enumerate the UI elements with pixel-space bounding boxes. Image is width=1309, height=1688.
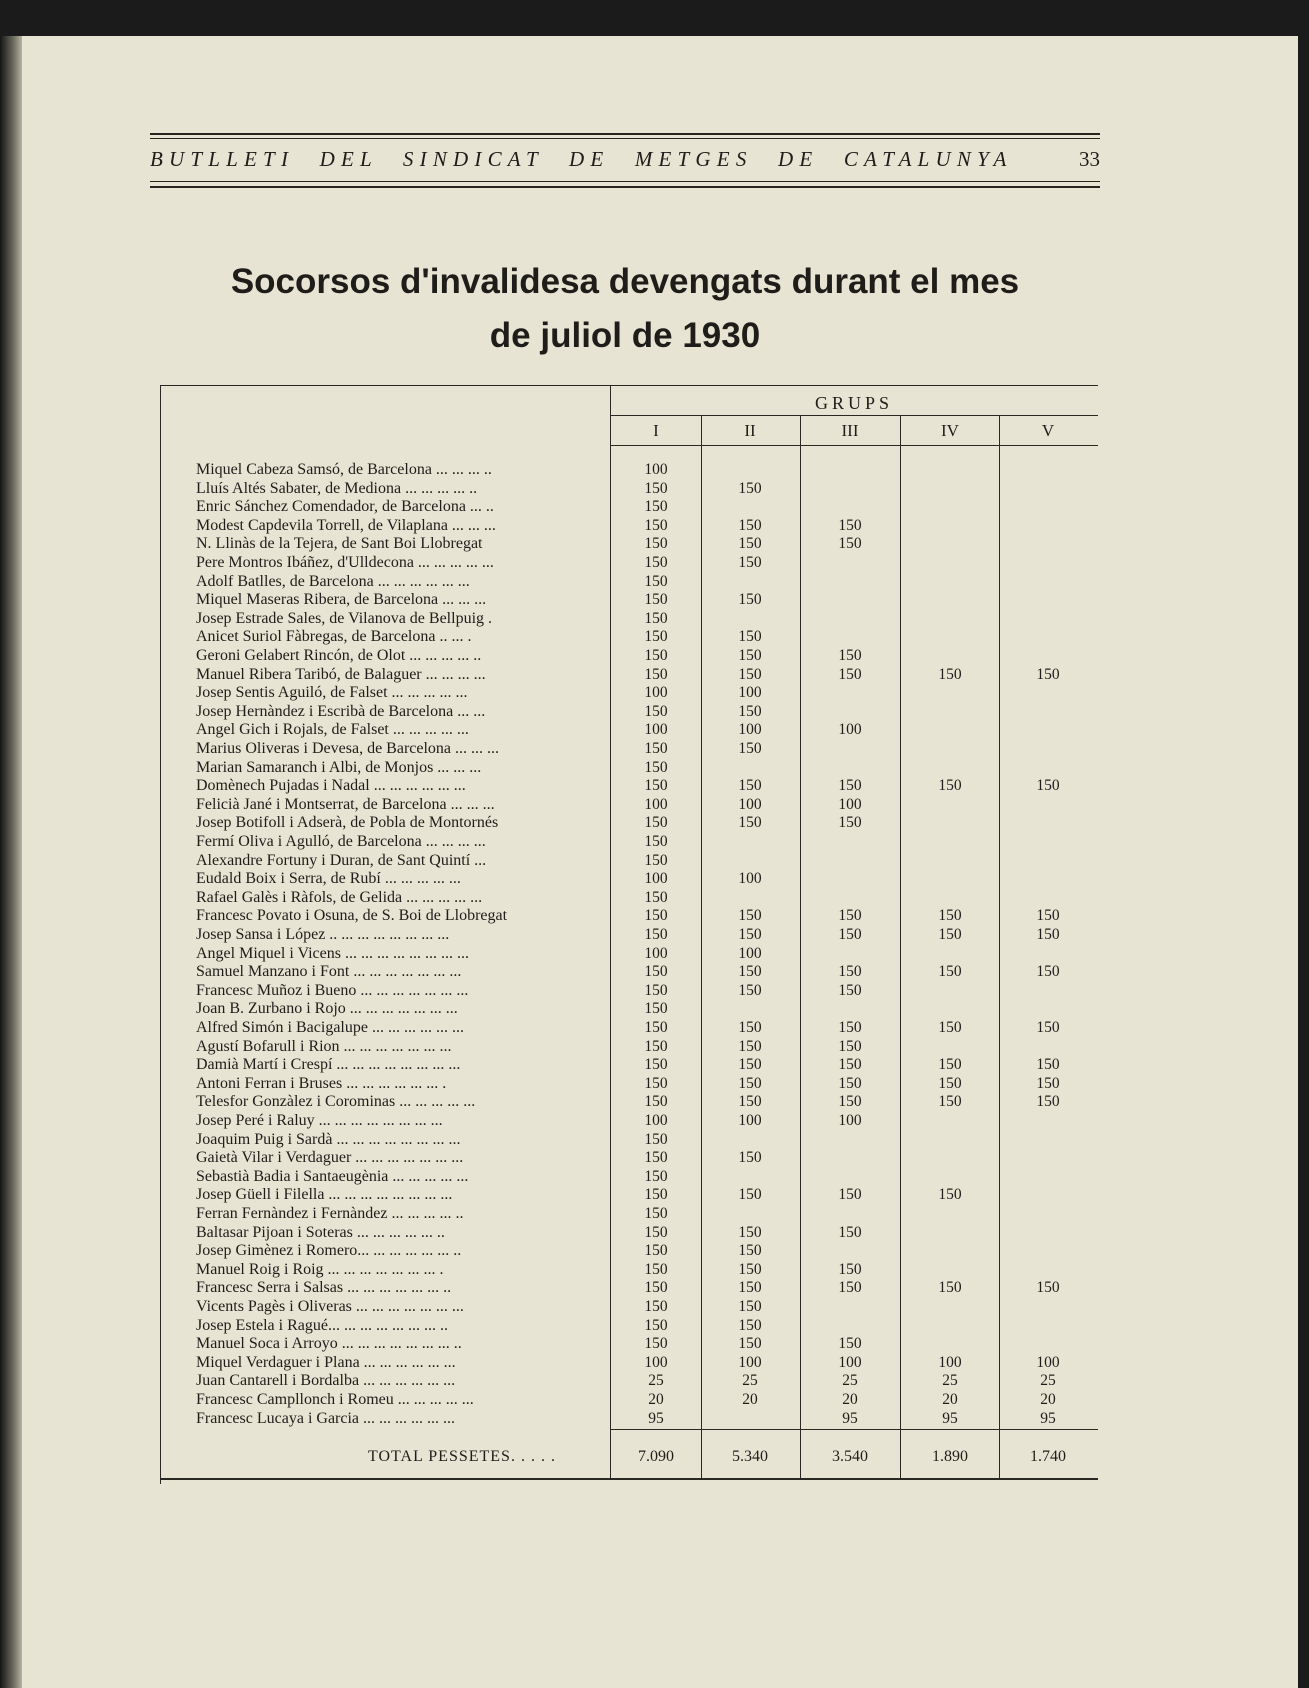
- member-name: Damià Martí i Crespí ... ... ... ... ... ... ... ...: [196, 1056, 461, 1074]
- amount-cell: 150: [738, 554, 762, 571]
- member-name: Miquel Maseras Ribera, de Barcelona ... ... ...: [196, 591, 487, 609]
- member-name: Marius Oliveras i Devesa, de Barcelona ... ... ...: [196, 740, 500, 757]
- amount-cell: 150: [838, 1279, 862, 1297]
- amount-cell: 95: [942, 1409, 958, 1427]
- amount-cell: 100: [738, 944, 762, 962]
- amount-cell: 150: [644, 535, 668, 553]
- amount-cell: 100: [838, 1112, 862, 1129]
- member-name: Miquel Verdaguer i Plana ... ... ... ... ... ...: [196, 1353, 456, 1371]
- amount-cell: 150: [938, 1019, 962, 1036]
- amount-cell: 20: [942, 1391, 958, 1408]
- amount-cell: 150: [838, 814, 862, 832]
- amount-cell: 150: [644, 591, 668, 609]
- amount-cell: 150: [838, 1223, 862, 1241]
- amount-cell: 150: [838, 1335, 862, 1353]
- amount-cell: 100: [738, 870, 762, 888]
- member-name: Domènech Pujadas i Nadal ... ... ... ... ... ...: [196, 777, 466, 795]
- member-name: Eudald Boix i Serra, de Rubí ... ... ... ... ...: [196, 870, 461, 888]
- amount-cell: 25: [648, 1372, 664, 1390]
- amount-cell: 150: [1036, 1019, 1060, 1036]
- amount-cell: 150: [738, 591, 762, 609]
- amount-cell: 100: [644, 684, 668, 702]
- amount-cell: 20: [842, 1391, 858, 1408]
- total-col-V: 1.740: [1030, 1448, 1066, 1465]
- journal-title: BUTLLETI DEL SINDICAT DE METGES DE CATALUNYA: [150, 147, 1013, 171]
- amount-cell: 150: [838, 665, 862, 683]
- member-name: N. Llinàs de la Tejera, de Sant Boi Llobregat: [196, 535, 483, 553]
- table-bottom-rule: [160, 1478, 1098, 1480]
- member-name: Manuel Soca i Arroyo ... ... ... ... ... ... ... ..: [196, 1335, 462, 1353]
- page-title-line1: Socorsos d'invalidesa devengats durant el mes: [230, 262, 1020, 301]
- amount-cell: 150: [838, 1186, 862, 1204]
- amount-cell: 150: [644, 1223, 668, 1241]
- colhdr-rule: [610, 445, 1098, 446]
- amount-cell: 150: [644, 851, 668, 869]
- total-col-IV: 1.890: [932, 1448, 968, 1465]
- amount-cell: 150: [938, 1186, 962, 1204]
- member-name: Marian Samaranch i Albi, de Monjos ... ... ...: [196, 758, 482, 776]
- amount-cell: 150: [938, 907, 962, 925]
- col-header-II: II: [744, 421, 756, 440]
- running-header: [150, 133, 1100, 191]
- amount-cell: 150: [644, 498, 668, 516]
- table-left-rule: [160, 385, 161, 1484]
- amount-cell: 150: [838, 1074, 862, 1092]
- amount-cell: 25: [1040, 1372, 1056, 1390]
- amount-cell: 150: [644, 647, 668, 664]
- col-header-III: III: [841, 421, 859, 440]
- amount-cell: 150: [644, 554, 668, 571]
- amount-cell: 150: [644, 814, 668, 832]
- amount-cell: 150: [644, 1019, 668, 1036]
- member-name: Miquel Cabeza Samsó, de Barcelona ... ... ... ..: [196, 461, 492, 478]
- amount-cell: 100: [838, 1353, 862, 1371]
- amount-cell: 150: [1036, 907, 1060, 925]
- member-name: Agustí Bofarull i Rion ... ... ... ... ... ... ...: [196, 1037, 452, 1055]
- amount-cell: 150: [738, 1037, 762, 1055]
- amount-cell: 150: [738, 814, 762, 832]
- amount-cell: 150: [838, 1019, 862, 1036]
- amount-cell: 150: [838, 1260, 862, 1278]
- amount-cell: 95: [1040, 1409, 1056, 1427]
- amount-cell: 150: [644, 479, 668, 497]
- amount-cell: 95: [648, 1409, 664, 1427]
- amount-cell: 150: [838, 535, 862, 553]
- amount-cell: 150: [644, 1242, 668, 1260]
- amount-cell: 150: [644, 1260, 668, 1278]
- amount-cell: 150: [838, 963, 862, 981]
- member-name: Josep Gimènez i Romero... ... ... ... ... ... ..: [196, 1242, 462, 1260]
- amount-cell: 150: [738, 1260, 762, 1278]
- total-col-I: 7.090: [638, 1448, 674, 1465]
- amount-cell: 150: [738, 981, 762, 999]
- member-name: Modest Capdevila Torrell, de Vilaplana ... ... ...: [196, 516, 496, 534]
- member-name: Josep Sentis Aguiló, de Falset ... ... ... ... ...: [196, 684, 468, 702]
- amount-cell: 150: [644, 1000, 668, 1018]
- page-title-line2: de juliol de 1930: [489, 316, 761, 355]
- amount-cell: 20: [742, 1391, 758, 1408]
- amount-cell: 100: [1036, 1353, 1060, 1371]
- groups-rule: [610, 415, 1098, 416]
- amount-cell: 150: [938, 963, 962, 981]
- amount-cell: 150: [1036, 926, 1060, 943]
- member-name: Antoni Ferran i Bruses ... ... ... ... ... ... .: [196, 1074, 447, 1092]
- amount-cell: 150: [644, 833, 668, 850]
- amount-cell: 150: [644, 572, 668, 590]
- amount-cell: 150: [838, 981, 862, 999]
- member-name: Francesc Serra i Salsas ... ... ... ... ... ... ..: [196, 1279, 452, 1297]
- amount-cell: 150: [938, 777, 962, 795]
- amount-cell: 150: [1036, 777, 1060, 795]
- amount-cell: 150: [644, 1074, 668, 1092]
- amount-cell: 150: [938, 1056, 962, 1074]
- total-label: TOTAL PESSETES. . . . .: [368, 1448, 556, 1465]
- amount-cell: 100: [838, 795, 862, 813]
- amount-cell: 150: [838, 1037, 862, 1055]
- member-name: Joaquim Puig i Sardà ... ... ... ... ... ... ... ...: [196, 1130, 461, 1148]
- amount-cell: 150: [738, 1149, 762, 1167]
- member-name: Angel Miquel i Vicens ... ... ... ... ... ... ... ...: [196, 944, 469, 962]
- amount-cell: 100: [838, 721, 862, 739]
- member-name: Manuel Roig i Roig ... ... ... ... ... ... ... .: [196, 1260, 444, 1278]
- amount-cell: 150: [644, 628, 668, 646]
- member-name: Josep Estela i Ragué... ... ... ... ... ... ... ..: [196, 1316, 448, 1334]
- amount-cell: 150: [1036, 1279, 1060, 1297]
- totals-rule: [610, 1429, 1098, 1430]
- member-name: Felicià Jané i Montserrat, de Barcelona ... ... ...: [196, 795, 495, 813]
- amount-cell: 100: [644, 721, 668, 739]
- member-name: Manuel Ribera Taribó, de Balaguer ... ... ... ...: [196, 665, 486, 683]
- member-name: Francesc Lucaya i Garcia ... ... ... ... ... ...: [196, 1409, 456, 1427]
- amount-cell: 150: [738, 1298, 762, 1315]
- member-name: Samuel Manzano i Font ... ... ... ... ... ... ...: [196, 963, 462, 981]
- amount-cell: 150: [644, 1335, 668, 1353]
- amount-cell: 150: [644, 1130, 668, 1148]
- amount-cell: 150: [938, 1093, 962, 1111]
- amount-cell: 150: [1036, 1056, 1060, 1074]
- table-top-rule: [160, 385, 1098, 386]
- amount-cell: 150: [644, 1279, 668, 1297]
- amount-cell: 100: [644, 944, 668, 962]
- header-rule-bottom: [150, 186, 1100, 188]
- amount-cell: 150: [644, 665, 668, 683]
- amount-cell: 100: [738, 684, 762, 702]
- member-name: Gaietà Vilar i Verdaguer ... ... ... ... ... ... ...: [196, 1149, 464, 1167]
- amount-cell: 150: [644, 1056, 668, 1074]
- amount-cell: 150: [838, 647, 862, 664]
- amount-cell: 150: [838, 1056, 862, 1074]
- amount-cell: 25: [742, 1372, 758, 1390]
- amount-cell: 150: [738, 647, 762, 664]
- amount-cell: 150: [738, 1093, 762, 1111]
- amount-cell: 150: [644, 888, 668, 906]
- amount-cell: 150: [738, 1074, 762, 1092]
- amount-cell: 150: [1036, 1093, 1060, 1111]
- amount-cell: 150: [738, 479, 762, 497]
- amount-cell: 150: [738, 535, 762, 553]
- amount-cell: 150: [644, 777, 668, 795]
- member-name: Lluís Altés Sabater, de Mediona ... ... ... ... ..: [196, 479, 478, 497]
- amount-cell: 150: [738, 1242, 762, 1260]
- amount-cell: 150: [738, 1279, 762, 1297]
- member-name: Francesc Muñoz i Bueno ... ... ... ... ... ... ...: [196, 981, 469, 999]
- header-rule-top: [150, 133, 1100, 135]
- amount-cell: 150: [738, 907, 762, 925]
- amount-cell: 150: [838, 777, 862, 795]
- member-name: Josep Botifoll i Adserà, de Pobla de Montornés: [196, 814, 499, 832]
- amount-cell: 150: [1036, 963, 1060, 981]
- amount-cell: 150: [738, 963, 762, 981]
- amount-cell: 20: [648, 1391, 664, 1408]
- amount-cell: 150: [644, 926, 668, 943]
- amount-cell: 150: [838, 907, 862, 925]
- amount-cell: 100: [938, 1353, 962, 1371]
- member-name: Josep Güell i Filella ... ... ... ... ... ... ... ...: [196, 1186, 453, 1204]
- amount-cell: 100: [738, 1112, 762, 1129]
- amount-cell: 100: [644, 1112, 668, 1129]
- amount-cell: 150: [938, 926, 962, 943]
- amount-cell: 150: [738, 740, 762, 757]
- header-rule-bottom-thin: [150, 181, 1100, 182]
- member-name: Ferran Fernàndez i Fernàndez ... ... ... ... ..: [196, 1205, 464, 1222]
- member-name: Josep Sansa i López .. ... ... ... ... ... ... ...: [196, 926, 450, 943]
- member-name: Josep Hernàndez i Escribà de Barcelona ... ...: [196, 702, 486, 720]
- member-name: Fermí Oliva i Agulló, de Barcelona ... ... ... ...: [196, 833, 486, 850]
- amount-cell: 150: [1036, 665, 1060, 683]
- amount-cell: 150: [644, 1037, 668, 1055]
- total-col-II: 5.340: [732, 1448, 768, 1465]
- amount-cell: 150: [838, 1093, 862, 1111]
- amount-cell: 150: [738, 1019, 762, 1036]
- amount-cell: 150: [644, 609, 668, 627]
- invalidity-table: [160, 385, 1098, 1484]
- amount-cell: 100: [644, 1353, 668, 1371]
- amount-cell: 150: [938, 1279, 962, 1297]
- total-col-III: 3.540: [832, 1448, 868, 1465]
- amount-cell: 100: [644, 870, 668, 888]
- member-name: Pere Montros Ibáñez, d'Ulldecona ... ... ... ... ...: [196, 554, 494, 571]
- amount-cell: 150: [644, 1149, 668, 1167]
- member-name: Joan B. Zurbano i Rojo ... ... ... ... ... ... ...: [196, 1000, 458, 1018]
- col-header-V: V: [1041, 421, 1055, 440]
- member-name: Alexandre Fortuny i Duran, de Sant Quintí ...: [196, 851, 487, 869]
- page-number: 33: [1079, 147, 1100, 171]
- amount-cell: 95: [842, 1409, 858, 1427]
- member-name: Alfred Simón i Bacigalupe ... ... ... ... ... ...: [196, 1019, 464, 1036]
- amount-cell: 150: [738, 516, 762, 534]
- member-name: Josep Estrade Sales, de Vilanova de Bellpuig .: [196, 609, 493, 627]
- amount-cell: 150: [738, 1335, 762, 1353]
- amount-cell: 150: [644, 740, 668, 757]
- amount-cell: 150: [644, 1167, 668, 1185]
- header-rule-top-thin: [150, 138, 1100, 139]
- member-name: Geroni Gelabert Rincón, de Olot ... ... ... ... ..: [196, 647, 482, 664]
- member-name: Francesc Povato i Osuna, de S. Boi de Llobregat: [196, 907, 508, 925]
- groups-heading: GRUPS: [814, 393, 894, 413]
- col-divider-4: [900, 415, 901, 1478]
- amount-cell: 150: [644, 1316, 668, 1334]
- amount-cell: 100: [738, 1353, 762, 1371]
- member-name: Adolf Batlles, de Barcelona ... ... ... ... ... ...: [196, 572, 470, 590]
- col-header-I: I: [653, 421, 659, 440]
- col-divider-3: [800, 415, 801, 1478]
- amount-cell: 150: [738, 1223, 762, 1241]
- member-name: Enric Sánchez Comendador, de Barcelona ... ..: [196, 498, 494, 516]
- amount-cell: 25: [842, 1372, 858, 1390]
- amount-cell: 100: [738, 721, 762, 739]
- amount-cell: 150: [838, 516, 862, 534]
- amount-cell: 100: [644, 461, 668, 478]
- amount-cell: 150: [644, 1298, 668, 1315]
- col-divider-2: [701, 415, 702, 1478]
- amount-cell: 150: [938, 665, 962, 683]
- amount-cell: 150: [838, 926, 862, 943]
- amount-cell: 25: [942, 1372, 958, 1390]
- member-name: Rafael Galès i Ràfols, de Gelida ... ... ... ... ...: [196, 888, 483, 906]
- member-name: Josep Peré i Raluy ... ... ... ... ... ... ... ...: [196, 1112, 443, 1129]
- amount-cell: 150: [938, 1074, 962, 1092]
- member-name: Anicet Suriol Fàbregas, de Barcelona .. ... .: [196, 628, 472, 646]
- amount-cell: 20: [1040, 1391, 1056, 1408]
- amount-cell: 150: [644, 1205, 668, 1222]
- amount-cell: 150: [644, 758, 668, 776]
- amount-cell: 150: [738, 926, 762, 943]
- amount-cell: 150: [644, 907, 668, 925]
- amount-cell: 150: [644, 1093, 668, 1111]
- amount-cell: 100: [644, 795, 668, 813]
- amount-cell: 150: [738, 628, 762, 646]
- amount-cell: 150: [644, 981, 668, 999]
- col-header-IV: IV: [941, 421, 959, 440]
- amount-cell: 150: [738, 665, 762, 683]
- amount-cell: 150: [738, 777, 762, 795]
- amount-cell: 150: [738, 1186, 762, 1204]
- book-spine: [0, 36, 22, 1688]
- amount-cell: 150: [738, 702, 762, 720]
- member-name: Angel Gich i Rojals, de Falset ... ... ... ... ...: [196, 721, 469, 739]
- member-name: Francesc Campllonch i Romeu ... ... ... ... ...: [196, 1391, 474, 1408]
- col-divider-5: [999, 415, 1000, 1478]
- amount-cell: 150: [738, 1316, 762, 1334]
- amount-cell: 150: [738, 1056, 762, 1074]
- member-name: Telesfor Gonzàlez i Corominas ... ... ... ... ...: [196, 1093, 476, 1111]
- amount-cell: 150: [644, 1186, 668, 1204]
- amount-cell: 100: [738, 795, 762, 813]
- amount-cell: 150: [1036, 1074, 1060, 1092]
- amount-cell: 150: [644, 702, 668, 720]
- member-name: Sebastià Badia i Santaeugènia ... ... ... ... ...: [196, 1167, 469, 1185]
- member-name: Juan Cantarell i Bordalba ... ... ... ... ... ...: [196, 1372, 456, 1390]
- member-name: Baltasar Pijoan i Soteras ... ... ... ... ... ..: [196, 1223, 445, 1241]
- amount-cell: 150: [644, 516, 668, 534]
- member-name: Vicents Pagès i Oliveras ... ... ... ... ... ... ...: [196, 1298, 464, 1315]
- amount-cell: 150: [644, 963, 668, 981]
